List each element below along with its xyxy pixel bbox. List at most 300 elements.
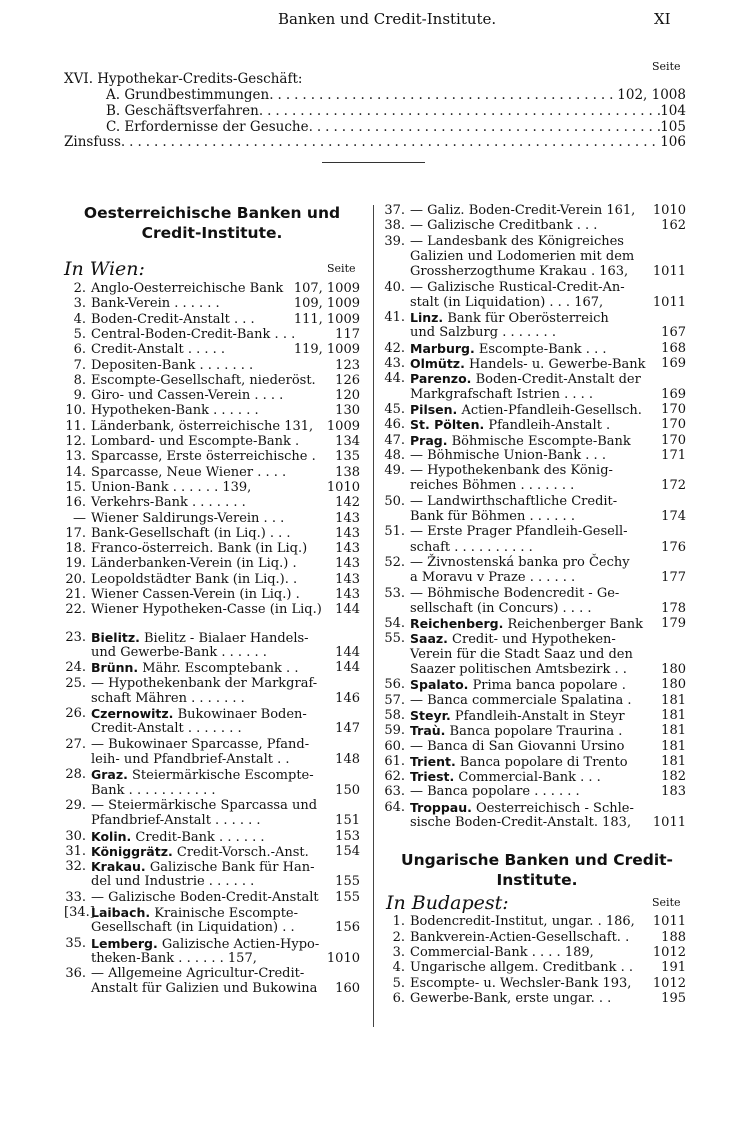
running-title: Banken und Credit-Institute. — [278, 10, 497, 28]
index-entry — [383, 402, 686, 417]
entry-text: — Galizische Rustical-Credit-An- — [410, 279, 625, 295]
entry-page: 120 — [335, 388, 360, 404]
toc-leader-dots — [259, 103, 660, 119]
entry-city: Saaz. — [410, 631, 448, 647]
entry-text-line — [91, 966, 304, 982]
entry-city: Marburg. — [410, 340, 475, 356]
index-entry — [383, 280, 686, 311]
toc-item-label: A. Grundbestimmungen — [106, 87, 270, 103]
entry-text: — Landesbank des Königreiches — [410, 233, 624, 249]
entry-text: Bielitz - Bialaer Handels- — [144, 630, 309, 646]
entry-text-line — [91, 403, 259, 419]
entry-text-line — [410, 264, 628, 280]
entry-page: 138 — [335, 464, 360, 480]
index-entry — [383, 616, 686, 631]
entry-number: 21. — [65, 587, 86, 602]
entry-text-line — [410, 601, 591, 617]
entry-number: 47. — [384, 432, 405, 448]
entry-text-line — [410, 280, 625, 296]
entry-text-line — [410, 325, 556, 341]
entry-text: Lombard- und Escompte-Bank . — [91, 434, 300, 449]
entry-text: Boden-Credit-Anstalt . . . — [91, 311, 255, 327]
entry-page: 143 — [335, 556, 360, 572]
entry-text: Anglo-Oesterreichische Bank — [91, 281, 284, 296]
entry-text-line — [91, 920, 295, 936]
entry-number: 35. — [65, 935, 86, 951]
entry-text: Banca popolare Traurina . — [449, 724, 623, 740]
entry-text: Steiermärkische Escompte- — [132, 768, 314, 784]
index-entry — [64, 281, 360, 296]
entry-number: 63. — [384, 784, 405, 800]
entry-text: Banca popolare di Trento — [459, 754, 628, 770]
entry-text-line — [410, 463, 613, 479]
entry-city: Königgrätz. — [91, 843, 173, 859]
entry-page: 144 — [335, 660, 360, 676]
toc-item-page: 106 — [660, 134, 686, 150]
entry-text: Wiener Saldirungs-Verein . . . — [91, 510, 285, 526]
entry-city: Graz. — [91, 767, 128, 783]
entry-number: 56. — [384, 677, 405, 693]
entry-page: 1010 — [326, 479, 360, 495]
entry-city: Triest. — [410, 769, 455, 785]
entry-page: 143 — [335, 510, 360, 526]
entry-number: 59. — [384, 723, 405, 739]
index-entry — [383, 356, 686, 371]
entry-text-line — [410, 991, 611, 1007]
entry-page: 180 — [661, 677, 686, 693]
index-entry — [64, 706, 360, 737]
entry-page: 143 — [335, 541, 360, 557]
entry-city: Troppau. — [410, 799, 472, 815]
entry-text: — Hypothekenbank der Markgraf- — [91, 675, 318, 691]
entry-text-line — [91, 798, 317, 814]
index-entry — [64, 434, 360, 449]
entry-number: 33. — [65, 889, 86, 905]
entry-number: 52. — [384, 554, 405, 570]
entry-text: Wiener Hypotheken-Casse (in Liq.) — [91, 602, 322, 618]
entry-text: Anstalt für Galizien und Bukowina — [91, 981, 318, 997]
entry-page: 181 — [661, 723, 686, 739]
entry-number: 43. — [384, 356, 405, 371]
index-entry — [64, 342, 360, 357]
toc-item-label: XVI. Hypothekar-Credits-Geschäft: — [64, 71, 303, 87]
entry-text: Pfandbrief-Anstalt . . . . . . — [91, 813, 261, 829]
entry-city: St. Pölten. — [410, 417, 485, 433]
section-divider — [322, 162, 425, 163]
index-entry — [383, 371, 686, 402]
entry-number: 32. — [65, 859, 86, 875]
entry-text: Bank für Böhmen . . . . . . — [410, 508, 575, 524]
entry-number: [34.] — [64, 905, 95, 920]
index-entry — [383, 991, 686, 1006]
toc-leader-dots — [269, 87, 617, 103]
entry-city: Steyr. — [410, 707, 451, 723]
entry-page: 109, 1009 — [293, 296, 360, 312]
entry-text: — Landwirthschaftliche Credit- — [410, 493, 618, 509]
section-title-line: Ungarische Banken und Credit- — [401, 851, 673, 870]
index-entry — [64, 844, 360, 859]
index-entry — [383, 677, 686, 692]
index-entry — [64, 327, 360, 342]
entry-text: Länderbank, österreichische 131, — [91, 418, 314, 434]
entry-page: 154 — [335, 843, 360, 859]
entry-text: Markgrafschaft Istrien . . . . — [410, 386, 594, 402]
entry-text-line — [91, 281, 283, 297]
entry-number: 28. — [65, 767, 86, 783]
entry-number: 7. — [73, 357, 86, 373]
entry-number: 30. — [65, 828, 86, 844]
entry-text: Mähr. Escomptebank . . — [142, 661, 299, 677]
index-entry — [64, 660, 360, 675]
entry-text-line — [91, 449, 316, 465]
entry-page: 195 — [661, 990, 686, 1006]
entry-text: — Galizische Boden-Credit-Anstalt — [91, 889, 319, 905]
entry-number: 13. — [65, 449, 86, 465]
entry-page: 142 — [335, 495, 360, 511]
entry-city: Spalato. — [410, 677, 469, 693]
entry-text-line — [91, 511, 284, 527]
index-entry — [383, 234, 686, 280]
entry-text: Bukowinaer Boden- — [177, 707, 307, 723]
entry-page: 123 — [335, 357, 360, 373]
entry-page: 170 — [661, 417, 686, 433]
entry-text: Ungarische allgem. Creditbank . . — [410, 960, 634, 976]
entry-text: Bank für Oberösterreich — [447, 311, 609, 327]
entry-text: Grossherzogthume Krakau . 163, — [410, 264, 629, 280]
entry-text: — Erste Prager Pfandleih-Gesell- — [410, 524, 628, 540]
entry-page: 160 — [335, 981, 360, 997]
entry-number: 4. — [392, 960, 405, 976]
entry-text-line — [410, 234, 624, 250]
entry-number: 15. — [65, 479, 86, 495]
entry-text-line — [410, 218, 597, 234]
entry-number: 58. — [384, 707, 405, 723]
index-entry — [64, 373, 360, 388]
toc-item — [64, 134, 686, 150]
index-entry — [64, 296, 360, 311]
index-entry — [64, 966, 360, 997]
entry-text: Bodencredit-Institut, ungar. . 186, — [410, 914, 635, 930]
page-number: XI — [654, 10, 671, 28]
entry-number: 3. — [392, 944, 405, 960]
entry-number: 41. — [384, 310, 405, 326]
entry-text: Wiener Cassen-Verein (in Liq.) . — [91, 587, 300, 602]
entry-text-line — [410, 693, 631, 709]
entry-number: 49. — [384, 463, 405, 479]
entry-text: — Banca di San Giovanni Ursino — [410, 738, 625, 754]
entry-text: Giro- und Cassen-Verein . . . . — [91, 388, 284, 404]
index-entry — [383, 769, 686, 784]
entry-text: Bank-Verein . . . . . . — [91, 296, 220, 312]
entry-text-line — [91, 312, 255, 328]
entry-number: 3. — [73, 296, 86, 312]
index-entry — [383, 754, 686, 769]
entry-text-line — [91, 602, 322, 618]
index-entry — [383, 800, 686, 831]
index-entry — [64, 936, 360, 967]
entry-page: 1012 — [652, 975, 686, 991]
entry-text-line — [91, 434, 299, 450]
section-title-line: Oesterreichische Banken und — [83, 204, 341, 222]
entry-number: 55. — [384, 631, 405, 647]
index-entry — [383, 417, 686, 432]
entry-text: Pfandleih-Anstalt in Steyr — [454, 708, 625, 724]
entry-text: Credit- und Hypotheken- — [452, 632, 616, 648]
entry-text-line — [91, 373, 316, 389]
entry-page: 148 — [335, 751, 360, 767]
entry-number: 10. — [65, 403, 86, 419]
entry-text: — Hypothekenbank des König- — [410, 463, 613, 479]
toc-leader-dots — [309, 119, 661, 135]
toc-item — [106, 87, 686, 103]
entry-page: 1011 — [652, 264, 686, 280]
entry-page: 107, 1009 — [293, 281, 360, 296]
entry-text: sische Boden-Credit-Anstalt. 183, — [410, 814, 632, 830]
index-entry — [383, 723, 686, 738]
index-entry — [383, 976, 686, 991]
entry-text: Escompte- u. Wechsler-Bank 193, — [410, 975, 632, 991]
entry-text-line — [410, 295, 603, 311]
index-entry — [64, 556, 360, 571]
entry-page: 170 — [661, 401, 686, 417]
entry-text: Galizische Bank für Han- — [149, 860, 315, 876]
entry-text: Credit-Vorsch.-Anst. — [176, 844, 309, 860]
entry-text-line — [91, 465, 286, 481]
entry-text: Handels- u. Gewerbe-Bank — [468, 357, 646, 372]
entry-text-line — [91, 296, 220, 312]
index-entry — [383, 586, 686, 617]
entry-number: 61. — [384, 753, 405, 769]
entry-number: 8. — [73, 372, 86, 388]
entry-number: 26. — [65, 706, 86, 722]
entry-text-line — [410, 647, 633, 663]
entry-page: 176 — [661, 539, 686, 555]
entry-number: 24. — [65, 660, 86, 676]
entry-text-line — [91, 890, 319, 906]
city-heading-budapest: In Budapest: — [386, 892, 509, 915]
entry-page: 130 — [335, 403, 360, 419]
entry-page: 119, 1009 — [293, 342, 360, 358]
entry-text: sellschaft (in Concurs) . . . . — [410, 600, 592, 616]
entry-city: Linz. — [410, 310, 444, 326]
entry-number: 57. — [384, 692, 405, 708]
seite-label: Seite — [327, 262, 356, 275]
entry-number: 19. — [65, 556, 86, 572]
index-entry — [64, 526, 360, 541]
index-entry — [383, 914, 686, 929]
index-entry — [383, 784, 686, 799]
index-entry — [383, 693, 686, 708]
index-entry — [383, 739, 686, 754]
entry-page: 174 — [661, 508, 686, 524]
entry-text: — Živnostenská banka pro Čechy — [410, 554, 630, 570]
index-entry — [383, 463, 686, 494]
entry-page: 147 — [335, 721, 360, 737]
index-entry — [383, 945, 686, 960]
entry-text-line — [91, 419, 313, 435]
entry-text-line — [410, 960, 633, 976]
entry-text-line — [91, 556, 297, 572]
entry-text: Credit-Bank . . . . . . — [135, 829, 265, 845]
entry-text: Gewerbe-Bank, erste ungar. . . — [410, 990, 612, 1006]
index-entry — [64, 511, 360, 526]
entry-text-line — [410, 914, 635, 930]
entry-page: 183 — [661, 784, 686, 800]
index-entry — [64, 890, 360, 905]
index-entry — [64, 572, 360, 587]
entry-number: 18. — [65, 541, 86, 557]
seite-label: Seite — [652, 896, 681, 910]
entry-text: Böhmische Escompte-Bank — [451, 433, 631, 449]
entry-text: Sparcasse, Erste österreichische . — [91, 449, 316, 465]
entry-number: 11. — [65, 418, 86, 434]
entry-text-line — [91, 495, 246, 511]
entry-number: 40. — [384, 279, 405, 295]
entry-text-line — [410, 662, 627, 678]
index-entry — [383, 708, 686, 723]
entry-number: 5. — [73, 326, 86, 342]
entry-text-line — [410, 586, 619, 602]
index-entry — [383, 494, 686, 525]
entry-text: Union-Bank . . . . . . 139, — [91, 479, 252, 495]
entry-text-line — [91, 358, 253, 374]
entry-text: Oesterreichisch - Schle- — [476, 800, 634, 816]
column-divider — [373, 205, 374, 1027]
entry-page: 178 — [661, 600, 686, 616]
entry-number: 31. — [65, 843, 86, 859]
entry-page: 168 — [661, 340, 686, 356]
entry-page: 143 — [335, 571, 360, 587]
entry-text-line — [91, 981, 317, 997]
entry-page: 171 — [661, 447, 686, 463]
entry-text: Hypotheken-Bank . . . . . . — [91, 403, 259, 419]
entry-text: Escompte-Gesellschaft, niederöst. — [91, 372, 316, 388]
section-title-austria — [62, 203, 362, 243]
entry-text-line — [91, 783, 215, 799]
entry-page: 117 — [335, 326, 360, 342]
entry-page: 1011 — [652, 814, 686, 830]
entry-page: 172 — [661, 478, 686, 494]
entry-city: Czernowitz. — [91, 706, 174, 722]
entry-text-line — [91, 587, 300, 603]
entry-text-line — [410, 739, 624, 755]
entry-text: Galizien und Lodomerien mit dem — [410, 248, 635, 264]
index-entry — [383, 218, 686, 233]
entry-city: Olmütz. — [410, 356, 465, 371]
entry-text: reiches Böhmen . . . . . . . — [410, 478, 575, 494]
index-entry — [64, 798, 360, 829]
entry-number: 6. — [73, 342, 86, 358]
entry-text: Franco-österreich. Bank (in Liq.) — [91, 541, 308, 557]
index-entry — [64, 829, 360, 844]
entry-text-line — [410, 815, 631, 831]
entry-text-line — [91, 327, 295, 343]
entry-text: Boden-Credit-Anstalt der — [475, 372, 641, 388]
entry-text: Pfandleih-Anstalt . — [488, 418, 611, 434]
index-entry — [383, 310, 686, 341]
toc-item-label: C. Erfordernisse der Gesuche — [106, 119, 309, 135]
entry-page: 135 — [335, 449, 360, 465]
entry-number: 17. — [65, 525, 86, 541]
entry-text-line — [410, 945, 594, 961]
entry-text: — Banca popolare . . . . . . — [410, 784, 580, 800]
entry-page: 181 — [661, 738, 686, 754]
entry-text-line — [410, 387, 593, 403]
index-entry — [64, 905, 360, 936]
entry-text: Länderbanken-Verein (in Liq.) . — [91, 556, 297, 572]
entry-number: 1. — [392, 914, 405, 930]
entry-text: Bank . . . . . . . . . . . — [91, 782, 216, 798]
entry-number: 48. — [384, 447, 405, 463]
entry-number: 39. — [384, 233, 405, 249]
toc-item-label: Zinsfuss — [64, 134, 121, 150]
index-entry — [383, 341, 686, 356]
entry-number: 60. — [384, 738, 405, 754]
toc-item-page: 105 — [660, 119, 686, 135]
entry-number: 42. — [384, 340, 405, 356]
entry-number: 14. — [65, 464, 86, 480]
index-entry — [64, 388, 360, 403]
toc-item-page: 102, 1008 — [617, 87, 686, 103]
index-entry — [383, 555, 686, 586]
entry-text: Verein für die Stadt Saaz und den — [410, 646, 633, 662]
entry-text-line — [410, 555, 630, 571]
index-entry — [64, 480, 360, 495]
entry-number: 6. — [392, 990, 405, 1006]
entry-city: Krakau. — [91, 859, 146, 875]
entry-city: Pilsen. — [410, 401, 458, 417]
entry-page: 155 — [335, 874, 360, 890]
entry-text-line — [91, 752, 290, 768]
entry-city: Traù. — [410, 723, 446, 739]
entry-page: 1012 — [652, 944, 686, 960]
index-entry — [64, 587, 360, 602]
entry-number: 16. — [65, 495, 86, 511]
entry-text-line — [91, 645, 267, 661]
entry-page: 155 — [335, 889, 360, 905]
entry-text: — Allgemeine Agricultur-Credit- — [91, 966, 305, 982]
entry-text: — Böhmische Bodencredit - Ge- — [410, 585, 620, 601]
entry-city: Prag. — [410, 432, 448, 448]
index-entry — [64, 312, 360, 327]
entry-number: 64. — [384, 799, 405, 815]
entry-number: 2. — [73, 281, 86, 296]
entry-text-line — [91, 691, 245, 707]
index-entry — [64, 737, 360, 768]
entry-text-line — [410, 524, 628, 540]
entry-text-line — [91, 388, 283, 404]
entry-city: Kolin. — [91, 828, 132, 844]
entry-page: 179 — [661, 616, 686, 632]
index-entry — [64, 449, 360, 464]
entry-number: 51. — [384, 524, 405, 540]
entry-text: Depositen-Bank . . . . . . . — [91, 357, 254, 373]
section-title-line: Institute. — [496, 871, 578, 890]
entry-page: 1009 — [326, 418, 360, 434]
entry-text-line — [410, 930, 629, 946]
entry-text-line — [91, 526, 291, 542]
index-entry — [64, 602, 360, 617]
entry-number: 9. — [73, 388, 86, 404]
entry-text-line — [410, 570, 575, 586]
entry-text: und Salzburg . . . . . . . — [410, 325, 556, 341]
entry-number: 4. — [73, 311, 86, 327]
toc-item — [106, 119, 686, 135]
entry-page: 144 — [335, 644, 360, 660]
entry-text: Krainische Escompte- — [154, 906, 299, 921]
entry-number: 46. — [384, 417, 405, 433]
entry-page: 191 — [661, 960, 686, 976]
